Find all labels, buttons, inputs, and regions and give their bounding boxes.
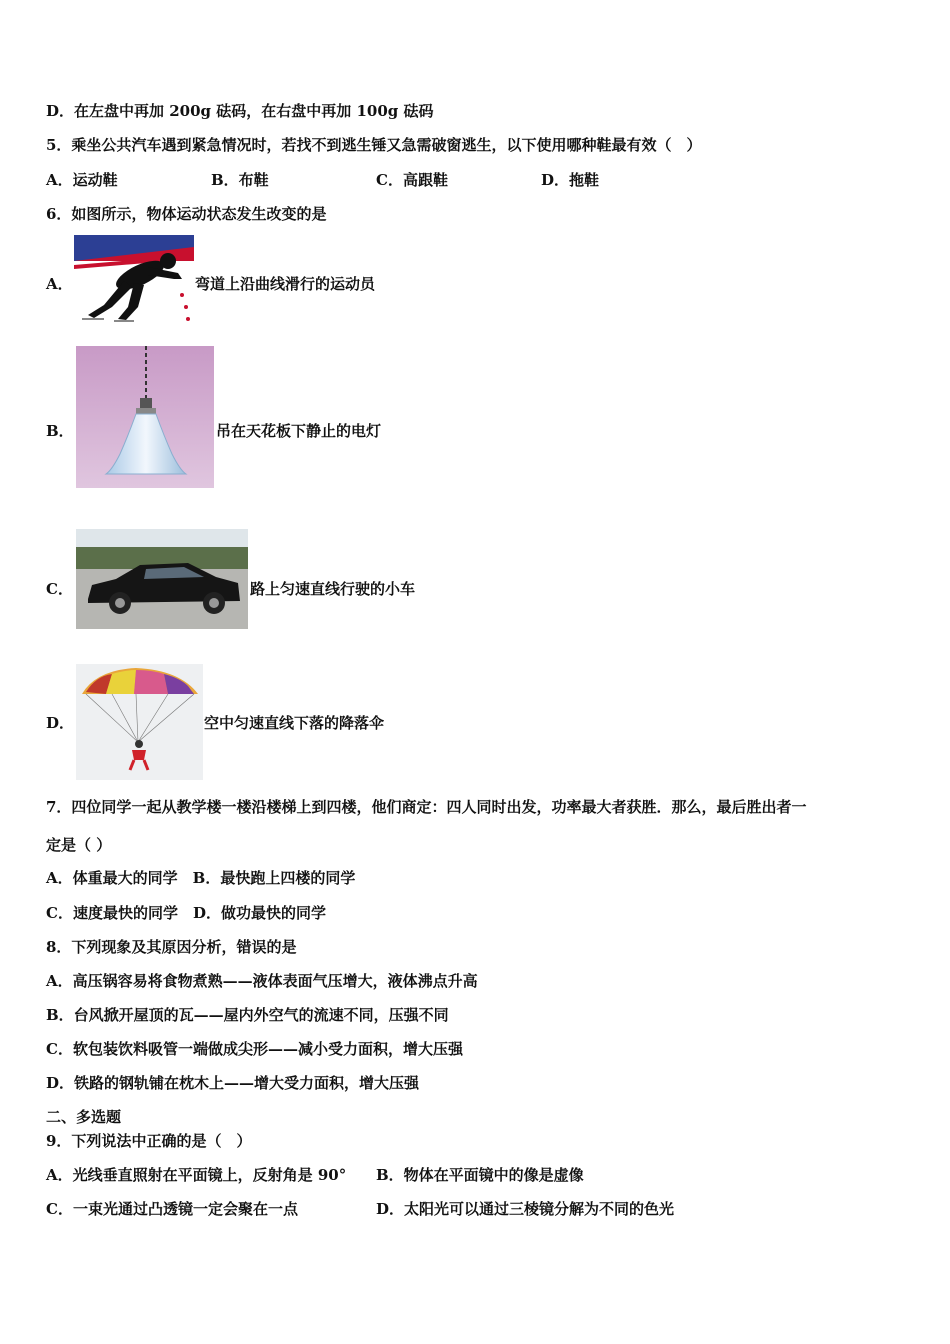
q6-option-d-label: D． (46, 714, 75, 732)
q6-option-c-label: C． (46, 580, 73, 598)
q4-option-d: D．在左盘中再加 200g 砝码，在右盘中再加 100g 砝码 (46, 102, 434, 120)
q5-option-c: C．高跟鞋 (376, 171, 448, 189)
speed-skater-image (74, 235, 194, 324)
q5-option-d: D．拖鞋 (541, 171, 600, 189)
q7-options-cd: C．速度最快的同学 D．做功最快的同学 (46, 904, 326, 922)
q6-option-b-text: 吊在天花板下静止的电灯 (216, 422, 382, 440)
parachute-image (76, 664, 203, 780)
q8-option-c: C．软包装饮料吸管一端做成尖形——减小受力面积，增大压强 (46, 1040, 463, 1058)
hanging-lamp-image (76, 346, 214, 488)
section-title-multiple-choice: 二、多选题 (46, 1108, 122, 1126)
q7-stem-line2: 定是（ ） (46, 836, 112, 854)
q8-stem: 8．下列现象及其原因分析，错误的是 (46, 938, 297, 956)
q5-option-a: A．运动鞋 (46, 171, 118, 189)
q7-stem-line1: 7．四位同学一起从教学楼一楼沿楼梯上到四楼，他们商定：四人同时出发，功率最大者获胜．那么，最后胜出者一 (46, 798, 807, 816)
q6-option-a-text: 弯道上沿曲线滑行的运动员 (195, 275, 376, 293)
q8-option-a: A．高压锅容易将食物煮熟——液体表面气压增大，液体沸点升高 (46, 972, 478, 990)
q9-option-b: B．物体在平面镜中的像是虚像 (376, 1166, 584, 1184)
q6-option-a-label: A． (46, 275, 73, 293)
q6-option-b-label: B． (46, 422, 74, 440)
q6-option-d-text: 空中匀速直线下落的降落伞 (204, 714, 385, 732)
q9-option-c: C．一束光通过凸透镜一定会聚在一点 (46, 1200, 298, 1218)
q8-option-b: B．台风掀开屋顶的瓦——屋内外空气的流速不同，压强不同 (46, 1006, 449, 1024)
q9-option-a: A．光线垂直照射在平面镜上，反射角是 90° (46, 1166, 347, 1184)
q5-stem: 5．乘坐公共汽车遇到紧急情况时，若找不到逃生锤又急需破窗逃生，以下使用哪种鞋最有效（ ） (46, 136, 702, 154)
q6-option-c-text: 路上匀速直线行驶的小车 (250, 580, 416, 598)
q7-options-ab: A．体重最大的同学 B．最快跑上四楼的同学 (46, 869, 356, 887)
q5-option-b: B．布鞋 (211, 171, 269, 189)
q8-option-d: D．铁路的钢轨铺在枕木上——增大受力面积，增大压强 (46, 1074, 420, 1092)
q9-stem: 9．下列说法中正确的是（ ） (46, 1132, 252, 1150)
q9-option-d: D．太阳光可以通过三棱镜分解为不同的色光 (376, 1200, 675, 1218)
car-image (76, 529, 248, 629)
q6-stem: 6．如图所示，物体运动状态发生改变的是 (46, 205, 327, 223)
